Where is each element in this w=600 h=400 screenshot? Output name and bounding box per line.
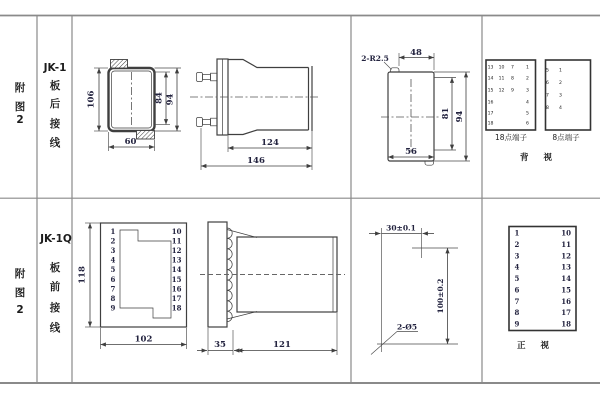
terminal-numbers-8pt — [546, 68, 562, 112]
dim-94-cutout: 94 — [455, 110, 465, 123]
terminal-num: 12 — [498, 88, 505, 94]
dim-124: 124 — [261, 138, 279, 148]
table-grid — [0, 16, 600, 384]
panel-cutout-view — [361, 48, 470, 165]
terminal-screw — [197, 118, 218, 127]
dim-30: 30±0.1 — [386, 223, 416, 233]
cutout-bottom-notch — [425, 161, 434, 165]
dim-60: 60 — [124, 137, 137, 147]
top-row-labels — [15, 62, 67, 149]
terminal-table-left-column — [515, 229, 520, 329]
wiring-label-char: 板 — [49, 80, 61, 92]
dim-94: 94 — [165, 93, 176, 106]
terminal-num: 8 — [546, 106, 549, 112]
jk1-front-view — [87, 60, 182, 152]
terminal-num: 10 — [498, 65, 505, 71]
terminal-num: 13 — [561, 262, 571, 272]
terminal-num: 15 — [561, 285, 571, 295]
rear-terminal-views — [486, 60, 591, 163]
terminal-num: 10 — [171, 227, 182, 236]
dim-81: 81 — [441, 107, 451, 120]
terminal-num: 9 — [514, 319, 520, 329]
drilling-pattern — [369, 224, 458, 355]
terminal-num: 6 — [514, 285, 520, 295]
terminal-numbers-18pt — [488, 65, 529, 127]
terminal-num: 16 — [171, 284, 182, 294]
terminal-num: 1 — [559, 68, 562, 74]
dim-35: 35 — [214, 340, 226, 350]
terminal-num: 18 — [171, 303, 182, 313]
bottom-terminal-tab — [137, 131, 155, 140]
figure-label-char: 图 — [14, 101, 26, 113]
figure-label-char: 附 — [14, 82, 26, 94]
model-label-jk1q: JK-1Q — [40, 233, 72, 245]
dim-56: 56 — [405, 147, 417, 157]
terminal-num: 9 — [110, 303, 116, 313]
terminal-num: 8 — [511, 76, 514, 82]
terminal-num: 4 — [110, 255, 116, 265]
cutout-top-notch — [391, 68, 400, 72]
figure-label-char: 2 — [16, 114, 24, 126]
terminal-num: 8 — [110, 293, 116, 303]
front-view-label: 正 视 — [517, 341, 555, 351]
wiring-label-char: 后 — [49, 98, 61, 110]
terminal-table-right-column — [561, 229, 571, 329]
terminal-num: 2 — [559, 81, 562, 87]
terminal-num: 12 — [561, 251, 571, 261]
terminal-num: 16 — [561, 296, 571, 306]
wiring-label-char: 线 — [49, 137, 61, 149]
terminal-num: 3 — [526, 88, 529, 94]
terminal-num: 1 — [526, 65, 529, 71]
front-terminals-right — [172, 227, 182, 312]
top-terminal-tab — [111, 60, 128, 69]
terminal-num: 13 — [487, 65, 494, 71]
terminal-num: 3 — [110, 246, 116, 256]
jk1-side-view — [190, 59, 320, 170]
terminal-num: 5 — [546, 68, 549, 74]
terminal-num: 3 — [559, 93, 562, 99]
terminal-num: 7 — [110, 284, 116, 294]
terminal-num: 2 — [110, 236, 116, 246]
terminal-num: 7 — [546, 93, 549, 99]
wiring-label-char: 线 — [49, 322, 61, 334]
terminal-num: 7 — [511, 65, 514, 71]
terminal-num: 13 — [171, 255, 182, 265]
dim-hole-diameter: 2-Ø5 — [396, 322, 418, 332]
terminal-num: 15 — [487, 88, 494, 94]
terminal-num: 11 — [171, 236, 182, 246]
dim-48: 48 — [410, 48, 422, 58]
terminal-num: 4 — [514, 262, 520, 272]
terminal-num: 1 — [514, 228, 520, 238]
terminal-block-8pt-label: 8点端子 — [552, 133, 580, 142]
terminal-num: 14 — [487, 76, 494, 82]
terminal-num: 18 — [561, 319, 571, 329]
terminal-block-8pt — [546, 60, 591, 130]
figure-label-char: 2 — [16, 304, 24, 316]
front-terminal-table — [509, 227, 576, 352]
terminal-num: 6 — [110, 274, 116, 284]
terminal-num: 5 — [514, 274, 520, 283]
jk1q-front-view — [78, 223, 187, 349]
dim-118: 118 — [77, 266, 88, 284]
terminal-num: 8 — [514, 308, 520, 318]
model-label-jk1: JK-1 — [43, 62, 67, 74]
figure-label-char: 附 — [14, 268, 26, 280]
board-stepped-outline — [120, 230, 171, 318]
terminal-screw — [197, 73, 218, 82]
terminal-num: 17 — [561, 308, 571, 318]
terminal-num: 5 — [110, 265, 116, 275]
dim-100: 100±0.2 — [436, 278, 445, 314]
terminal-num: 5 — [526, 111, 529, 117]
terminal-num: 9 — [511, 88, 514, 94]
dim-corner-radius: 2-R2.5 — [361, 54, 389, 63]
terminal-num: 17 — [171, 293, 182, 303]
terminal-num: 6 — [526, 121, 529, 127]
terminal-num: 4 — [526, 100, 529, 106]
terminal-num: 6 — [546, 81, 549, 87]
terminal-num: 10 — [561, 228, 571, 238]
terminal-num: 2 — [514, 239, 520, 249]
dim-102: 102 — [134, 334, 153, 345]
terminal-num: 15 — [171, 274, 182, 284]
terminal-num: 17 — [487, 111, 494, 117]
terminal-num: 7 — [514, 296, 520, 306]
dim-84: 84 — [154, 92, 165, 104]
terminal-num: 11 — [498, 76, 505, 82]
terminal-block-18pt-label: 18点端子 — [494, 133, 528, 142]
terminal-num: 14 — [171, 265, 182, 275]
terminal-num: 1 — [110, 227, 116, 236]
terminal-num: 2 — [526, 76, 529, 82]
jk1q-side-view — [197, 222, 345, 355]
terminal-num: 3 — [514, 251, 520, 261]
wiring-label-char: 接 — [49, 302, 61, 314]
dim-146: 146 — [247, 156, 265, 166]
terminal-num: 16 — [487, 100, 494, 106]
terminal-num: 18 — [487, 121, 494, 127]
bottom-row-labels — [15, 233, 72, 334]
terminal-num: 14 — [561, 274, 571, 283]
wiring-label-char: 板 — [49, 262, 61, 274]
terminal-num: 11 — [561, 239, 571, 249]
dim-121: 121 — [273, 340, 291, 350]
terminal-num: 4 — [559, 106, 562, 112]
front-terminals-left — [111, 227, 116, 312]
dim-106: 106 — [86, 90, 97, 109]
wiring-label-char: 前 — [49, 281, 61, 293]
rear-view-label: 背 视 — [520, 153, 558, 163]
terminal-num: 12 — [171, 246, 182, 256]
figure-label-char: 图 — [14, 287, 26, 299]
wiring-label-char: 接 — [49, 118, 61, 130]
